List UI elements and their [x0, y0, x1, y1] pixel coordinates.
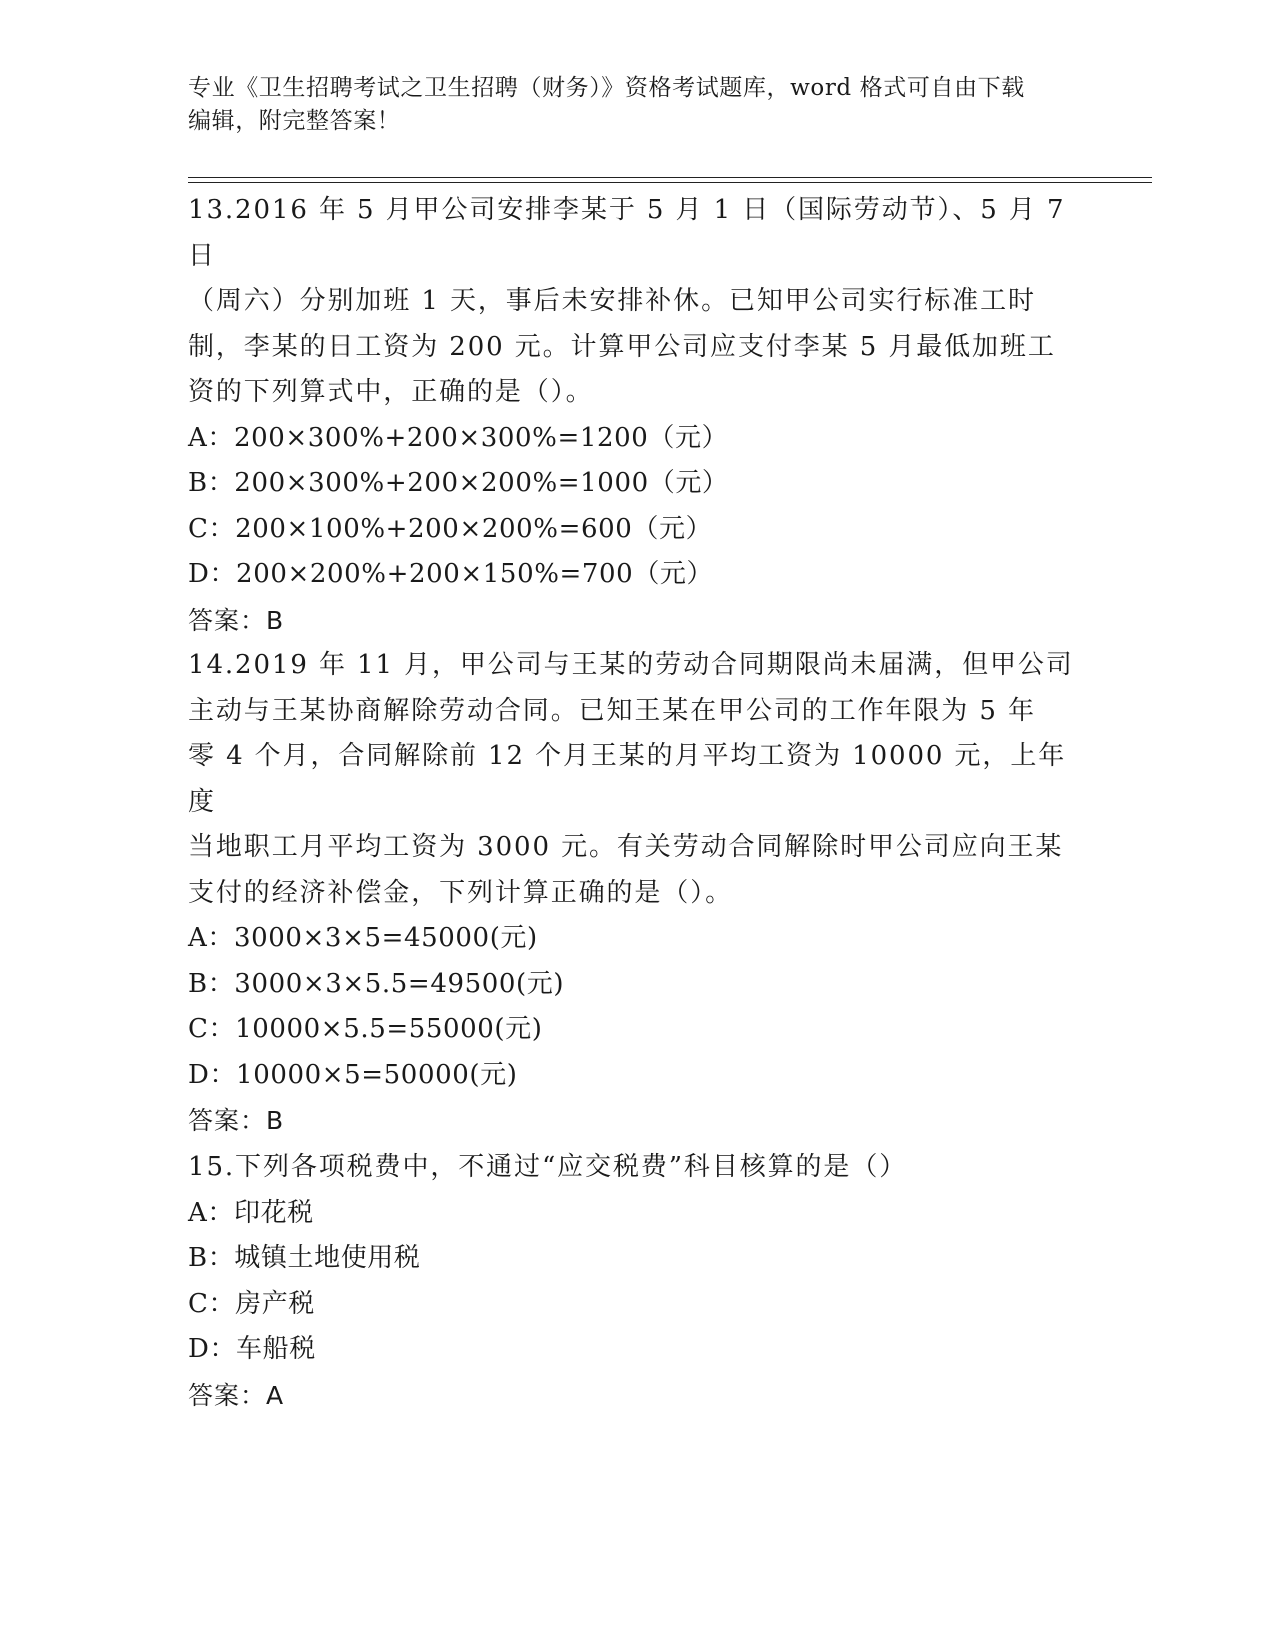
option-c: C：200×100%+200×200%=600（元） [188, 513, 713, 544]
option-b: B：3000×3×5.5=49500(元) [188, 968, 565, 999]
question-stem-line: （周六）分别加班 1 天，事后未安排补休。已知甲公司实行标准工时 [188, 286, 1036, 316]
question-14 [188, 643, 1088, 1144]
question-stem-line: 14.2019 年 11 月，甲公司与王某的劳动合同期限尚未届满，但甲公司 [188, 650, 1074, 680]
option-a: A：3000×3×5=45000(元) [188, 923, 538, 953]
question-stem-line: 13.2016 年 5 月甲公司安排李某于 5 月 1 日（国际劳动节）、5 月 7 日 [188, 195, 1066, 271]
answer-line: 答案：B [188, 605, 285, 635]
answer-line: 答案：A [188, 1380, 285, 1410]
question-13 [188, 188, 1088, 643]
document-header [188, 72, 1088, 138]
answer-line: 答案：B [188, 1106, 285, 1135]
option-d: D：10000×5=50000(元) [188, 1059, 518, 1090]
option-a: A：印花税 [188, 1197, 314, 1228]
question-stem-line: 资的下列算式中，正确的是（）。 [188, 377, 594, 407]
question-15 [188, 1145, 1088, 1418]
option-d: D：车船税 [188, 1334, 316, 1364]
option-d: D：200×200%+200×150%=700（元） [188, 559, 714, 589]
question-stem-line: 零 4 个月，合同解除前 12 个月王某的月平均工资为 10000 元，上年度 [188, 741, 1067, 817]
header-divider [188, 182, 1152, 183]
header-line: 编辑，附完整答案！ [188, 108, 401, 134]
question-stem-line: 主动与王某协商解除劳动合同。已知王某在甲公司的工作年限为 5 年 [188, 695, 1036, 726]
option-c: C：房产税 [188, 1288, 315, 1319]
option-b: B：200×300%+200×200%=1000（元） [188, 468, 729, 498]
question-stem-line: 支付的经济补偿金，下列计算正确的是（）。 [188, 877, 734, 908]
question-stem-line: 当地职工月平均工资为 3000 元。有关劳动合同解除时甲公司应向王某 [188, 832, 1064, 862]
option-c: C：10000×5.5=55000(元) [188, 1014, 543, 1044]
question-stem-line: 制，李某的日工资为 200 元。计算甲公司应支付李某 5 月最低加班工 [188, 331, 1056, 362]
option-a: A：200×300%+200×300%=1200（元） [188, 422, 729, 453]
header-line: 专业《卫生招聘考试之卫生招聘（财务）》资格考试题库，word 格式可自由下载 [188, 75, 1025, 101]
option-b: B：城镇土地使用税 [188, 1243, 421, 1273]
header-divider [188, 177, 1152, 178]
question-stem-line: 15.下列各项税费中，不通过“应交税费”科目核算的是（） [188, 1152, 908, 1182]
